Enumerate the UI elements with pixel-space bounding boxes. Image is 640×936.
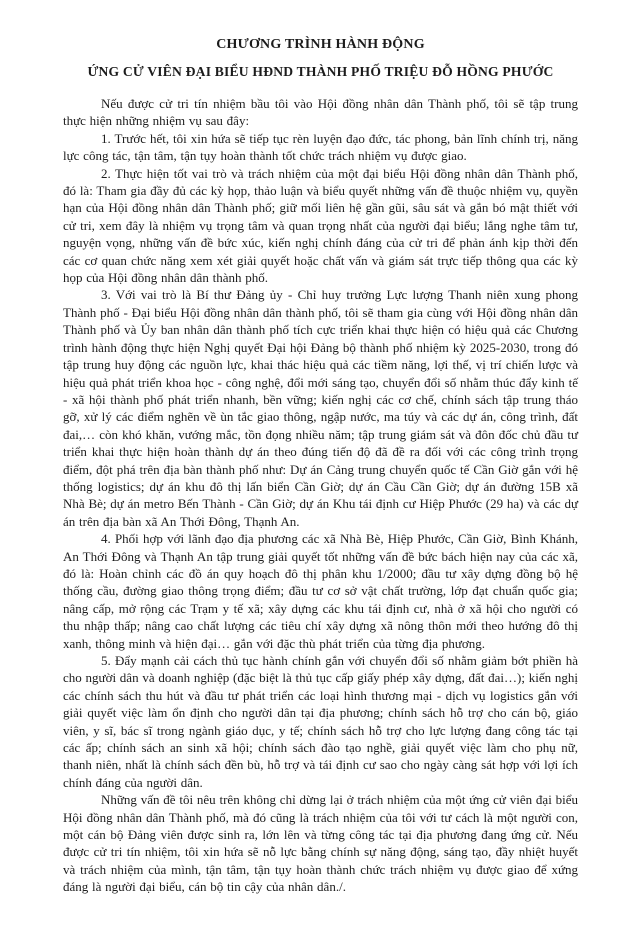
document-title: CHƯƠNG TRÌNH HÀNH ĐỘNG [216,37,425,52]
document-body [63,95,578,896]
paragraph-item-4: 4. Phối hợp với lãnh đạo địa phương các xã Nhà Bè, Hiệp Phước, Cần Giờ, Bình Khánh, An Thới Đông và Thạnh An tập trung giải quyết tốt những vấn đề bức bách hiện nay của các xã, đó là: Hoàn chỉnh các đồ án quy hoạch đô thị phân khu 1/2000; đầu tư xây dựng đồng bộ hệ thống cầu, đường giao thông trọng điểm; đầu tư cơ sở vật chất trường, lớp đạt chuẩn quốc gia; nâng cấp, mở rộng các Trạm y tế xã; xây dựng các khu tái định cư, nhà ở xã hội cho người có thu nhập thấp; nâng cao chất lượng các tiêu chí xây dựng xã nông thôn mới theo hướng đô thị xanh, thông minh và hiện đại… gắn với đặc thù phát triển của từng địa phương. [63,531,578,651]
document-subtitle: ỨNG CỬ VIÊN ĐẠI BIỂU HĐND THÀNH PHỐ TRIỆU ĐỖ HỒNG PHƯỚC [87,64,554,79]
paragraph-item-5: 5. Đẩy mạnh cải cách thủ tục hành chính gắn với chuyển đổi số nhằm giảm bớt phiền hà cho người dân và doanh nghiệp (đặc biệt là thủ tục cấp giấy phép xây dựng, đất đai…); kiến nghị các chính sách thu hút và đầu tư phát triển các loại hình thương mại - dịch vụ logistics gắn với giải quyết việc làm ổn định cho người dân tại địa phương; chính sách hỗ trợ cho cán bộ, giáo viên, y sĩ, bác sĩ trong ngành giáo dục, y tế; chính sách hỗ trợ cho lực lượng đang công tác tại các ấp; chính sách an sinh xã hội; chính sách đào tạo nghề, giải quyết việc làm cho phụ nữ, thanh niên, nhất là chính sách đền bù, hỗ trợ và tái định cư sao cho ngày càng sát hợp với lợi ích chính đáng của người dân. [63,653,578,790]
paragraph-item-1: 1. Trước hết, tôi xin hứa sẽ tiếp tục rèn luyện đạo đức, tác phong, bản lĩnh chính trị, năng lực công tác, tận tâm, tận tụy hoàn thành tốt chức trách nhiệm vụ được giao. [63,130,578,164]
paragraph-closing: Những vấn đề tôi nêu trên không chỉ dừng lại ở trách nhiệm của một ứng cử viên đại biểu Hội đồng nhân dân Thành phố, mà đó cũng là trách nhiệm của tôi với tư cách là một người con, một cán bộ Đảng viên được sinh ra, lớn lên và từng công tác tại địa phương đang ứng cử. Nếu được cử tri tín nhiệm, tôi xin hứa sẽ nỗ lực bằng chính sự năng động, sáng tạo, đầy nhiệt huyết và trách nhiệm của mình, tận tâm, tận tụy hoàn thành chức trách nhiệm vụ được giao để xứng đáng là người đại biểu, cán bộ tin cậy của nhân dân./. [63,792,578,895]
paragraph-intro: Nếu được cử tri tín nhiệm bầu tôi vào Hội đồng nhân dân Thành phố, tôi sẽ tập trung thực hiện những nhiệm vụ sau đây: [63,96,578,129]
paragraph-item-2: 2. Thực hiện tốt vai trò và trách nhiệm của một đại biểu Hội đồng nhân dân Thành phố, đó là: Tham gia đầy đủ các kỳ họp, thảo luận và biểu quyết những vấn đề thuộc nhiệm vụ, quyền hạn của Hội đồng nhân dân Thành phố; giữ mối liên hệ gần gũi, sâu sát và gắn bó mật thiết với cử tri, xem đây là nhiệm vụ trọng tâm và quan trọng nhất của người đại biểu; lắng nghe tâm tư, nguyện vọng, những vấn đề bức xúc, kiến nghị chính đáng của cử tri để phản ánh kịp thời đến các cơ quan chức năng xem xét giải quyết hoặc chất vấn và giám sát trực tiếp thông qua các kỳ họp của Hội đồng nhân dân thành phố. [63,165,578,286]
paragraph-item-3: 3. Với vai trò là Bí thư Đảng ủy - Chỉ huy trưởng Lực lượng Thanh niên xung phong Thành phố - Đại biểu Hội đồng nhân dân thành phố, tôi sẽ tham gia cùng với Hội đồng nhân dân Thành phố và Ủy ban nhân dân thành phố tích cực triển khai thực hiện có hiệu quả các Chương trình hành động thực hiện Nghị quyết Đại hội Đảng bộ thành phố nhiệm kỳ 2025-2030, trong đó tập trung huy động các nguồn lực, khai thác hiệu quả các tiềm năng, lợi thế, vị trí chiến lược và hiệu quả phát triển khoa học - công nghệ, đổi mới sáng tạo, chuyển đổi số nhằm thúc đẩy kinh tế - xã hội thành phố phát triển nhanh, bền vững; kiến nghị các cơ chế, chính sách tập trung tháo gỡ, xử lý các điểm nghẽn về ùn tắc giao thông, ngập nước, ma túy và các dự án, công trình, đất đai,… còn khó khăn, vướng mắc, tồn đọng nhiều năm; tập trung giám sát và đôn đốc chủ đầu tư triển khai thực hiện hoàn thành dự án theo đúng tiến độ đã đề ra đối với các công trình trọng điểm, đột phá trên địa bàn thành phố như: Dự án Cảng trung chuyển quốc tế Cần Giờ gắn với hệ thống logistics; dự án khu đô thị lấn biển Cần Giờ; dự án Cầu Cần Giờ; dự án đường 15B xã Nhà Bè; dự án metro Bến Thành - Cần Giờ; dự án Khu tái định cư Hiệp Phước (29 ha) và các dự án trên địa bàn xã An Thới Đông, Thạnh An. [63,287,578,529]
